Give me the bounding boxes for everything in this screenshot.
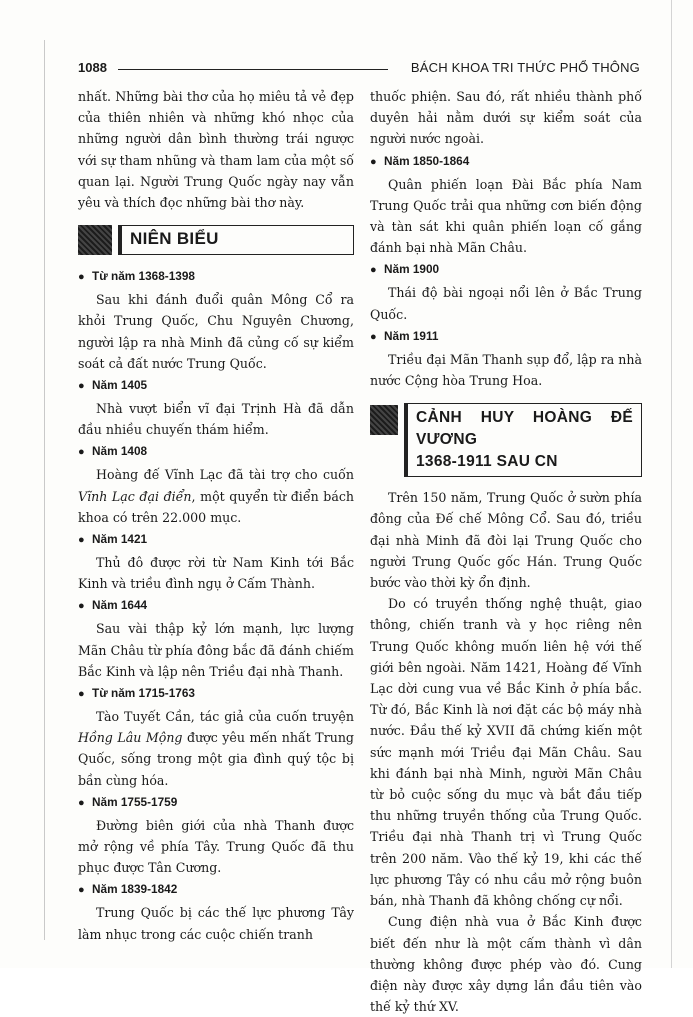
timeline-year: ● Từ năm 1715-1763 bbox=[78, 682, 354, 706]
timeline-year: ● Năm 1644 bbox=[78, 594, 354, 618]
body-paragraph: Cung điện nhà vua ở Bắc Kinh được biết đến như là một cấm thành vì dân thường không được phép vào đó. Cung điện này được xây dựng lần đầu tiên vào thế kỷ thứ XV. bbox=[370, 914, 642, 1015]
section-heading-timeline bbox=[78, 225, 354, 255]
section-title: NIÊN BIỂU bbox=[118, 225, 354, 255]
bullet-icon: ● bbox=[78, 884, 85, 897]
bullet-icon: ● bbox=[78, 446, 85, 459]
timeline-text: Sau vài thập kỷ lớn mạnh, lực lượng Mãn Châu từ phía đông bắc đã đánh chiếm Bắc Kinh và lập nên Triều đại nhà Thanh. bbox=[78, 621, 354, 679]
timeline-text: Triều đại Mãn Thanh sụp đổ, lập ra nhà nước Cộng hòa Trung Hoa. bbox=[370, 351, 642, 389]
timeline-year: ● Năm 1911 bbox=[370, 325, 642, 349]
timeline-year: ● Năm 1850-1864 bbox=[370, 150, 642, 174]
bullet-icon: ● bbox=[78, 271, 85, 284]
timeline-text: Quân phiến loạn Đài Bắc phía Nam Trung Quốc trải qua những cơn biến động và tàn sát khi quân phiến loạn cố gắng đánh bại nhà Mãn Châu. bbox=[370, 176, 642, 256]
timeline-text: Hoàng đế Vĩnh Lạc đã tài trợ cho cuốn Vĩnh Lạc đại điển, một quyển từ điển bách khoa có trên 22.000 mục. bbox=[78, 467, 355, 525]
body-paragraph: Do có truyền thống nghệ thuật, giao thông, chiến tranh và y học riêng nên Trung Quốc không muốn liên hệ với thế giới bên ngoài. Năm 1421, Hoàng đế Vĩnh Lạc dời cung vua về Bắc Kinh ở phía bắc. Từ đó, Bắc Kinh là nơi đặt các bộ máy nhà nước. Đầu thế kỷ XVII đã chứng kiến một sức mạnh mới Triều đại Mãn Châu. Sau khi đánh bại nhà Minh, người Mãn Châu từ bỏ cuộc sống du mục và bắt đầu tiếp thu những truyền thống của Trung Quốc. Triều đại nhà Thanh trị vì Trung Quốc trên 200 năm. Vào thế kỷ 19, khi các thế lực phương Tây có nhu cầu mở rộng buôn bán, nhà Thanh đã không chống cự nổi. bbox=[370, 596, 642, 909]
bullet-icon: ● bbox=[78, 600, 85, 613]
body-paragraph: Trên 150 năm, Trung Quốc ở sườn phía đông của Đế chế Mông Cổ. Sau đó, triều đại nhà Minh đã đòi lại Trung Quốc cho người Trung Quốc gốc Hán. Trung Quốc bước vào thời kỳ ổn định. bbox=[370, 490, 642, 591]
timeline-text: Thủ đô được rời từ Nam Kinh tới Bắc Kinh và triều đình ngụ ở Cấm Thành. bbox=[78, 555, 354, 592]
timeline-year: ● Năm 1408 bbox=[78, 440, 354, 464]
timeline-text: Thái độ bài ngoại nổi lên ở Bắc Trung Quốc. bbox=[370, 285, 642, 322]
header-rule bbox=[118, 69, 388, 70]
left-column bbox=[78, 86, 354, 945]
timeline-text: Sau khi đánh đuổi quân Mông Cổ ra khỏi Trung Quốc, Chu Nguyên Chương, người lập ra nhà Minh đã củng cố sự kiểm soát cả đất nước Trung Quốc. bbox=[78, 292, 354, 371]
intro-paragraph: nhất. Những bài thơ của họ miêu tả vẻ đẹp của thiên nhiên và những khó nhọc của những người dân bình thường trái ngược với sự tham nhũng và tham lam của một số quan lại. Người Trung Quốc ngày nay vẫn yêu và thích đọc những bài thơ này. bbox=[78, 89, 354, 211]
bullet-icon: ● bbox=[370, 264, 377, 277]
continuation-paragraph: thuốc phiện. Sau đó, rất nhiều thành phố duyên hải nằm dưới sự kiểm soát của người nước ngoài. bbox=[370, 89, 642, 147]
bullet-icon: ● bbox=[78, 380, 85, 393]
page-number: 1088 bbox=[78, 60, 107, 75]
right-column bbox=[370, 86, 642, 1017]
book-title: Hồng Lâu Mộng bbox=[78, 730, 183, 746]
bullet-icon: ● bbox=[78, 796, 85, 809]
bullet-icon: ● bbox=[370, 330, 377, 343]
gutter-rule bbox=[44, 40, 45, 940]
timeline-year: ● Năm 1839-1842 bbox=[78, 878, 354, 902]
timeline-year: ● Năm 1755-1759 bbox=[78, 791, 354, 815]
section-title bbox=[404, 403, 642, 477]
timeline-year: ● Năm 1421 bbox=[78, 528, 354, 552]
timeline-year: ● Năm 1900 bbox=[370, 258, 642, 282]
book-title: Vĩnh Lạc đại điển bbox=[78, 488, 192, 504]
section-marker-icon bbox=[78, 225, 112, 255]
bullet-icon: ● bbox=[78, 534, 85, 547]
section-title-line: 1368-1911 SAU CN bbox=[416, 453, 558, 471]
running-header bbox=[78, 60, 640, 80]
timeline-year: ● Năm 1405 bbox=[78, 374, 354, 398]
section-heading-imperial bbox=[370, 403, 642, 477]
bullet-icon: ● bbox=[78, 688, 85, 701]
edge-rule bbox=[671, 0, 672, 968]
timeline-text: Đường biên giới của nhà Thanh được mở rộng về phía Tây. Trung Quốc đã thu phục được Tân Cương. bbox=[78, 817, 354, 876]
timeline-text: Tào Tuyết Cần, tác giả của cuốn truyện Hồng Lâu Mộng được yêu mến nhất Trung Quốc, sống trong một gia đình quý tộc bị bần cùng hóa. bbox=[78, 709, 354, 788]
bullet-icon: ● bbox=[370, 155, 377, 168]
timeline-text: Trung Quốc bị các thế lực phương Tây làm nhục trong các cuộc chiến tranh bbox=[78, 905, 354, 942]
header-title: BÁCH KHOA TRI THỨC PHỔ THÔNG bbox=[410, 60, 640, 75]
timeline-year: ● Từ năm 1368-1398 bbox=[78, 265, 354, 289]
timeline-text: Nhà vượt biển vĩ đại Trịnh Hà đã dẫn đầu nhiều chuyến thám hiểm. bbox=[78, 401, 354, 438]
section-marker-icon bbox=[370, 405, 398, 435]
section-title-line: CẢNH HUY HOÀNG ĐẾ VƯƠNG bbox=[416, 409, 633, 449]
